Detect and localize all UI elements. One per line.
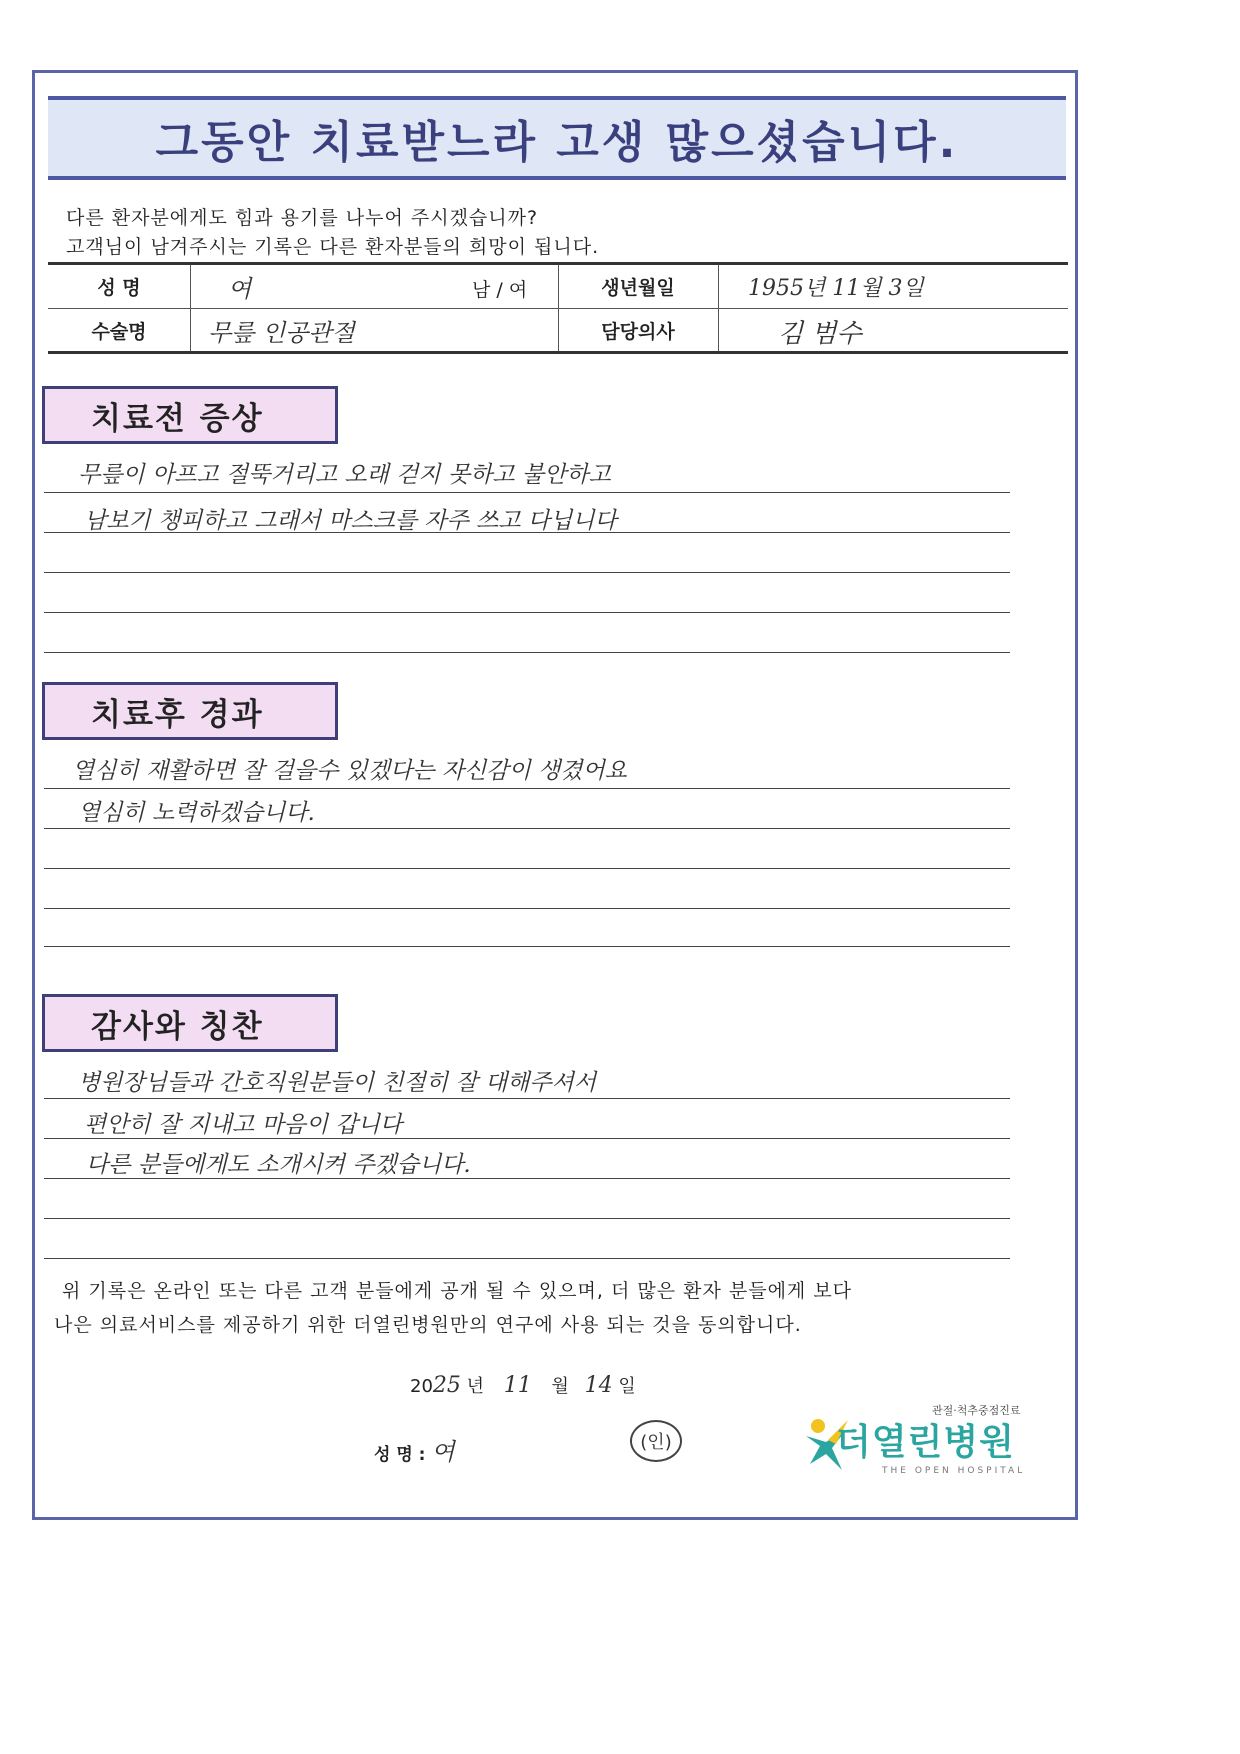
section-heading-after: 치료후 경과: [42, 682, 338, 740]
logo-subtitle: 관절·척추중점진료: [932, 1404, 1021, 1417]
table-divider: [718, 265, 719, 351]
intro-line-2: 고객님이 남겨주시는 기록은 다른 환자분들의 희망이 됩니다.: [66, 236, 600, 258]
before-line-2: 남보기 챙피하고 그래서 마스크를 자주 쓰고 다닙니다: [84, 508, 617, 534]
table-divider: [190, 265, 191, 351]
date-year-hand: 25: [432, 1373, 461, 1398]
logo-name: 더열린병원: [836, 1422, 1015, 1463]
writing-rule: [44, 572, 1010, 573]
writing-rule: [44, 532, 1010, 533]
writing-rule: [44, 1178, 1010, 1179]
after-line-2: 열심히 노력하겠습니다.: [78, 800, 315, 826]
gender-field: 남 / 여: [472, 279, 528, 301]
signature-line: [374, 1432, 455, 1467]
name-label: 성 명: [97, 277, 141, 299]
before-line-1: 무릎이 아프고 절뚝거리고 오래 걷지 못하고 불안하고: [78, 462, 611, 488]
date-month-hand: 11: [503, 1373, 532, 1398]
signature-value: 여: [431, 1438, 455, 1466]
page-title: 그동안 치료받느라 고생 많으셨습니다.: [155, 117, 959, 168]
writing-rule: [44, 1138, 1010, 1139]
writing-rule: [44, 612, 1010, 613]
name-value: 여: [228, 275, 252, 303]
birth-label: 생년월일: [601, 277, 675, 299]
seal-mark: (인): [630, 1420, 682, 1462]
logo-english: THE OPEN HOSPITAL: [882, 1466, 1026, 1476]
signed-date: [410, 1372, 636, 1398]
date-year-prefix: 20: [410, 1376, 433, 1397]
thanks-line-1: 병원장님들과 간호직원분들이 친절히 잘 대해주셔서: [78, 1070, 597, 1096]
writing-rule: [44, 1098, 1010, 1099]
writing-rule: [44, 652, 1010, 653]
date-day-hand: 14: [584, 1373, 613, 1398]
thanks-line-2: 편안히 잘 지내고 마음이 갑니다: [84, 1112, 403, 1138]
surgery-label: 수술명: [91, 321, 147, 343]
date-year-unit: 년: [466, 1376, 485, 1397]
writing-rule: [44, 828, 1010, 829]
writing-rule: [44, 492, 1010, 493]
doctor-value: 김 범수: [778, 319, 862, 349]
date-day-unit: 일: [618, 1376, 636, 1397]
birth-value: 1955년 11월 3일: [748, 276, 924, 301]
section-heading-before: 치료전 증상: [42, 386, 338, 444]
consent-line-1: 위 기록은 온라인 또는 다른 고객 분들에게 공개 될 수 있으며, 더 많은 환자 분들에게 보다: [62, 1280, 853, 1302]
writing-rule: [44, 946, 1010, 947]
doctor-label: 담당의사: [601, 321, 675, 343]
surgery-value: 무릎 인공관절: [208, 319, 355, 347]
thanks-line-3: 다른 분들에게도 소개시켜 주겠습니다.: [86, 1152, 471, 1178]
writing-rule: [44, 908, 1010, 909]
intro-line-1: 다른 환자분에게도 힘과 용기를 나누어 주시겠습니까?: [66, 207, 539, 229]
signature-label: 성 명 :: [374, 1445, 426, 1465]
patient-info-table: [48, 262, 1068, 354]
writing-rule: [44, 788, 1010, 789]
after-line-1: 열심히 재활하면 잘 걸을수 있겠다는 자신감이 생겼어요: [72, 758, 627, 784]
title-banner: [48, 96, 1066, 180]
writing-rule: [44, 1218, 1010, 1219]
writing-rule: [44, 868, 1010, 869]
writing-rule: [44, 1258, 1010, 1259]
section-heading-thanks: 감사와 칭찬: [42, 994, 338, 1052]
consent-line-2: 나은 의료서비스를 제공하기 위한 더열린병원만의 연구에 사용 되는 것을 동의합니다.: [54, 1314, 802, 1336]
date-month-unit: 월: [551, 1376, 569, 1397]
